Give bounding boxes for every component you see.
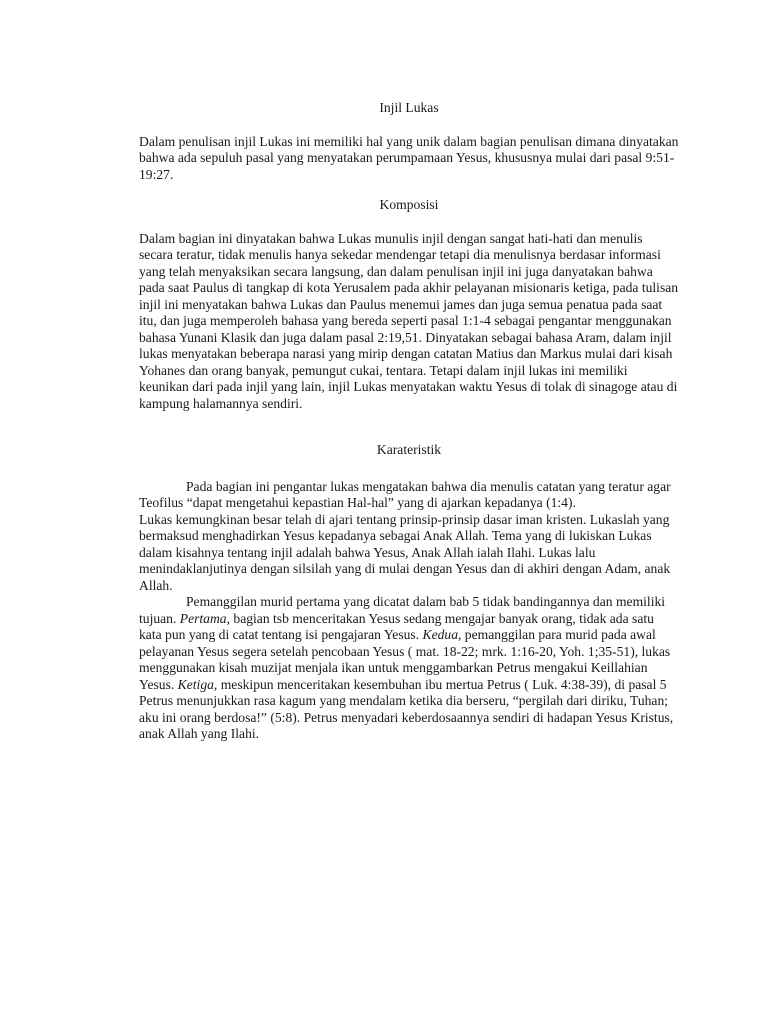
emphasis-text: Ketiga, [177,676,218,692]
document-page [139,100,679,743]
karateristik-paragraph-1: Pada bagian ini pengantar lukas mengatakan bahwa dia menulis catatan yang teratur agar Teofilus “dapat mengetahui kepastian Hal-hal” yang di ajarkan kepadanya (1:4). [139,478,671,510]
section-heading-komposisi: Komposisi [379,197,439,212]
intro-paragraph: Dalam penulisan injil Lukas ini memiliki hal yang unik dalam bagian penulisan dimana dinyatakan bahwa ada sepuluh pasal yang menyatakan perumpamaan Yesus, khususnya mulai dari pasal 9:51-19:27. [139,133,679,182]
section-heading-karateristik: Karateristik [376,442,442,457]
karateristik-paragraph-2: Lukas kemungkinan besar telah di ajari tentang prinsip-prinsip dasar iman kristen. Lukaslah yang bermaksud menghadirkan Yesus kepadanya sebagai Anak Allah. Tema yang di lukiskan Lukas dalam kisahnya tentang injil adalah bahwa Yesus, Anak Allah ialah Ilahi. Lukas lalu menindaklanjutinya dengan silsilah yang di mulai dengan Yesus dan di akhiri dengan Adam, anak Allah. [139,511,671,593]
paragraph-text: meskipun menceritakan kesembuhan ibu mertua Petrus ( Luk. 4:38-39), di pasal 5 Petrus menunjukkan rasa kagum yang mendalam ketika dia berseru, “pergilah dari diriku, Tuhan; aku ini orang berdosa!” (5:8). Petrus menyadari keberdosaannya sendiri di hadapan Yesus Kristus, anak Allah yang Ilahi. [139,676,674,741]
paragraph-text: bagian tsb menceritakan Yesus sedang mengajar banyak orang, tidak ada satu kata pun yang di catat tentang isi pengajaran Yesus. [139,610,654,642]
karateristik-paragraph-3 [139,594,679,743]
spacer [139,117,679,134]
spacer [139,214,679,231]
emphasis-text: Pertama, [179,610,230,626]
komposisi-paragraph: Dalam bagian ini dinyatakan bahwa Lukas munulis injil dengan sangat hati-hati dan menulis secara teratur, tidak menulis hanya sekedar mendengar tetapi dia menulisnya berdasar informasi yang telah menyaksikan secara langsung, dan dalam penulisan injil ini juga danyatakan bahwa pada saat Paulus di tangkap di kota Yerusalem pada akhir pelayanan misionaris ketiga, pada tulisan injil ini menyatakan bahwa Lukas dan Paulus menemui james dan juga semua penatua pada saat itu, dan juga memperoleh bahasa yang bereda seperti pasal 1:1-4 sebagai pengantar menggunakan bahasa Yunani Klasik dan juga dalam pasal 2:19,51. Dinyatakan sebagai bahasa Aram, dalam injil lukas menyatakan beberapa narasi yang mirip dengan catatan Matius dan Markus mulai dari kisah Yohanes dan orang banyak, pemungut cukai, tentara. Tetapi dalam injil lukas ini memiliki keunikan dari pada injil yang lain, injil Lukas menyatakan waktu Yesus di tolak di sinagoge atau di kampung halamannya sendiri. [139,230,679,411]
emphasis-text: Kedua, [422,627,462,642]
spacer [139,412,679,442]
spacer [139,183,679,197]
paragraph-text: pemanggilan para murid pada awal pelayanan Yesus segera setelah pencobaan Yesus ( mat. 18-22; mrk. 1:16-20, Yoh. 1;35-51), lukas menggunakan kisah muzijat menjala ikan untuk menggambarkan Petrus mengakui Keillahian Yesus. [139,627,671,692]
paragraph-text: Pemanggilan murid pertama yang dicatat dalam bab 5 tidak bandingannya dan memiliki tujuan. [139,594,666,626]
document-title: Injil Lukas [379,100,439,115]
spacer [139,459,679,479]
